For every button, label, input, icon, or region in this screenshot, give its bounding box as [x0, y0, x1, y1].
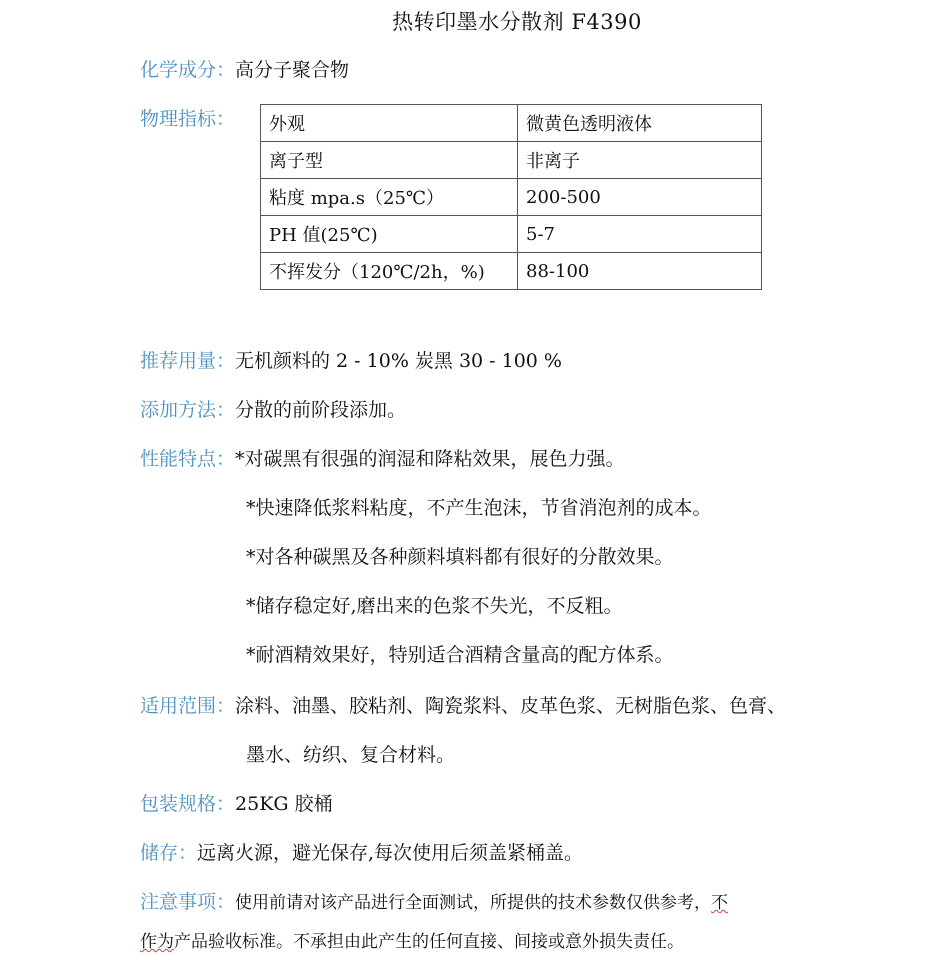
storage-row	[140, 840, 583, 866]
chemical-label: 化学成分：	[140, 59, 236, 81]
notice-line2-row	[140, 930, 684, 954]
notice-label: 注意事项：	[140, 891, 236, 913]
spec-value: 微黄色透明液体	[518, 105, 762, 142]
document-title: 热转印墨水分散剂 F4390	[392, 10, 642, 34]
spec-name: 离子型	[261, 142, 518, 179]
spec-value: 非离子	[518, 142, 762, 179]
feature-item: *快速降低浆料粘度，不产生泡沫，节省消泡剂的成本。	[246, 497, 712, 519]
dosage-label: 推荐用量：	[140, 350, 236, 372]
chemical-row	[140, 57, 349, 83]
scope-label: 适用范围：	[140, 695, 236, 717]
table-row	[261, 179, 762, 216]
table-row	[261, 105, 762, 142]
chemical-value: 高分子聚合物	[235, 59, 350, 81]
spec-table	[260, 104, 762, 290]
method-label: 添加方法：	[140, 399, 236, 421]
scope-line1: 涂料、油墨、胶粘剂、陶瓷浆料、皮革色浆、无树脂色浆、色膏、	[235, 695, 787, 717]
feature-item: *对碳黑有很强的润湿和降粘效果，展色力强。	[235, 448, 625, 470]
spec-value: 88-100	[518, 253, 762, 290]
notice-row	[140, 889, 728, 916]
features-label: 性能特点：	[140, 448, 236, 470]
features-row	[140, 446, 625, 472]
packaging-label: 包装规格：	[140, 793, 236, 815]
spec-name: 粘度 mpa.s（25℃）	[261, 179, 518, 216]
table-row	[261, 216, 762, 253]
spec-name: 外观	[261, 105, 518, 142]
physical-row	[140, 106, 235, 132]
dosage-value: 无机颜料的 2 - 10% 炭黑 30 - 100 %	[235, 350, 562, 372]
notice-line2-head: 作为	[140, 932, 174, 952]
table-row	[261, 253, 762, 290]
storage-value: 远离火源，避光保存,每次使用后须盖紧桶盖。	[197, 842, 584, 864]
notice-line1: 使用前请对该产品进行全面测试，所提供的技术参数仅供参考，	[235, 893, 712, 913]
feature-item: *对各种碳黑及各种颜料填料都有很好的分散效果。	[246, 546, 674, 568]
spec-value: 5-7	[518, 216, 762, 253]
spec-name: 不挥发分（120℃/2h，%)	[261, 253, 518, 290]
method-value: 分散的前阶段添加。	[235, 399, 407, 421]
feature-item: *耐酒精效果好，特别适合酒精含量高的配方体系。	[246, 644, 674, 666]
spec-value: 200-500	[518, 179, 762, 216]
dosage-row	[140, 348, 562, 374]
packaging-row	[140, 791, 333, 817]
spec-name: PH 值(25℃)	[261, 216, 518, 253]
physical-label: 物理指标：	[140, 108, 236, 130]
packaging-value: 25KG 胶桶	[235, 793, 333, 815]
scope-line2: 墨水、纺织、复合材料。	[246, 744, 456, 766]
notice-line2: 产品验收标准。不承担由此产生的任何直接、间接或意外损失责任。	[174, 932, 684, 952]
table-row	[261, 142, 762, 179]
method-row	[140, 397, 406, 423]
scope-row	[140, 693, 786, 719]
notice-line1-tail: 不	[711, 893, 729, 913]
feature-item: *储存稳定好,磨出来的色浆不失光，不反粗。	[246, 595, 623, 617]
storage-label: 储存：	[140, 842, 198, 864]
